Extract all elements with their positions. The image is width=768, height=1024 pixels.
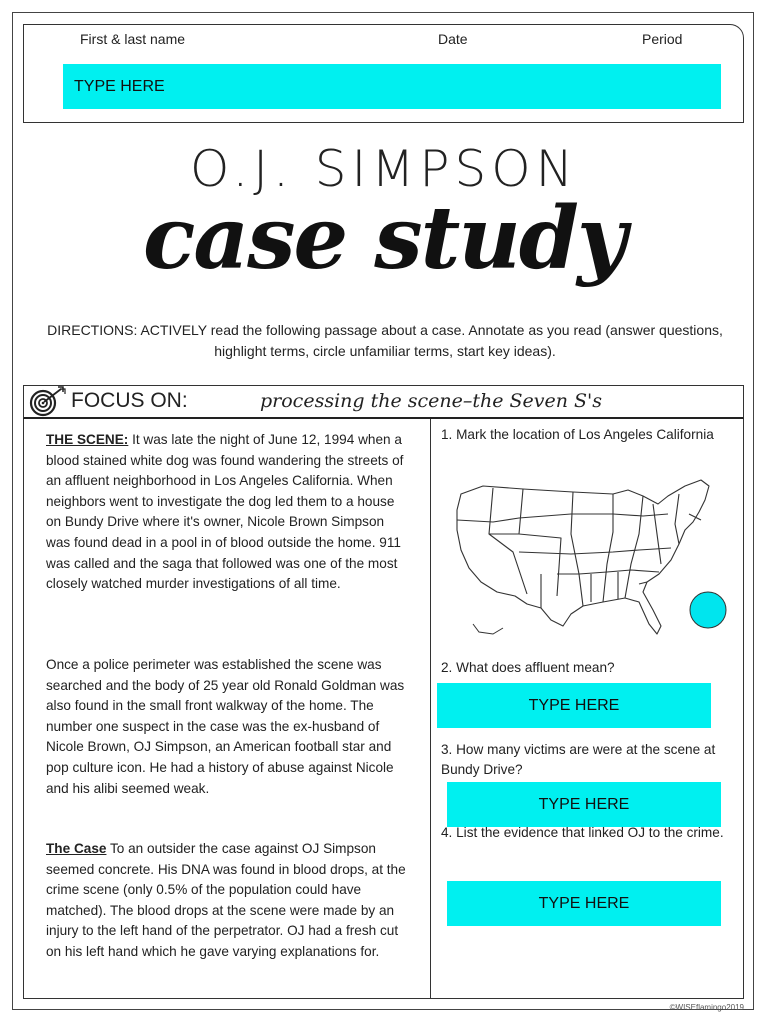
copyright-text: ©WISEflamingo2019 bbox=[669, 1003, 744, 1012]
scene-heading: THE SCENE: bbox=[46, 432, 129, 447]
title-heading: O.J. SIMPSON bbox=[189, 140, 579, 198]
location-marker[interactable] bbox=[688, 590, 728, 630]
name-input[interactable]: TYPE HERE bbox=[63, 64, 721, 109]
passage-case bbox=[46, 839, 406, 963]
passage-perimeter: Once a police perimeter was established the scene was searched and the body of 25 year old Ronald Goldman was also found in the small front walkway of the home. The number one suspect in the case was the ex-husband of Nicole Brown, OJ Simpson, an American football star and pop culture icon. He had a history of abuse against Nicole and his alibi seemed weak. bbox=[46, 657, 405, 796]
date-label: Date bbox=[438, 31, 468, 47]
question-1: 1. Mark the location of Los Angeles California bbox=[441, 427, 714, 442]
target-icon bbox=[26, 386, 68, 418]
question-4: 4. List the evidence that linked OJ to the crime. bbox=[441, 825, 724, 840]
answer-3-input[interactable]: TYPE HERE bbox=[447, 782, 721, 827]
focus-label: FOCUS ON: bbox=[71, 389, 188, 412]
question-3: 3. How many victims are were at the scene at Bundy Drive? bbox=[441, 742, 716, 777]
focus-bar bbox=[23, 385, 744, 419]
scene-text: It was late the night of June 12, 1994 when a blood stained white dog was found wandering the streets of an affluent neighborhood in Los Angeles California. When neighbors went to investigate the dog led them to a house on Bundy Drive where it's owner, Nicole Brown Simpson was found dead in a pool in of blood outside the home. 911 was called and the saga that followed was one of the most closely watched murder investigations of all time. bbox=[46, 432, 404, 592]
focus-topic: processing the scene–the Seven S's bbox=[260, 390, 603, 412]
title-subheading: case study bbox=[143, 188, 625, 289]
case-text: To an outsider the case against OJ Simpson seemed concrete. His DNA was found in blood drops, at the crime scene (only 0.5% of the population could have matched). The blood drops at the scene were made by an injury to the left hand of the perpetrator. OJ had a fresh cut on his left hand which he gave varying explanations for. bbox=[46, 841, 406, 959]
directions-text: DIRECTIONS: ACTIVELY read the following passage about a case. Annotate as you read (answer questions, highlight terms, circle unfamiliar terms, start key ideas). bbox=[47, 322, 723, 359]
period-label: Period bbox=[642, 31, 683, 47]
column-divider bbox=[430, 419, 431, 999]
usa-map bbox=[453, 474, 719, 644]
answer-2-input[interactable]: TYPE HERE bbox=[437, 683, 711, 728]
passage-scene bbox=[46, 430, 406, 595]
answer-4-input[interactable]: TYPE HERE bbox=[447, 881, 721, 926]
question-2: 2. What does affluent mean? bbox=[441, 660, 615, 675]
case-heading: The Case bbox=[46, 841, 107, 856]
name-label: First & last name bbox=[80, 31, 186, 47]
